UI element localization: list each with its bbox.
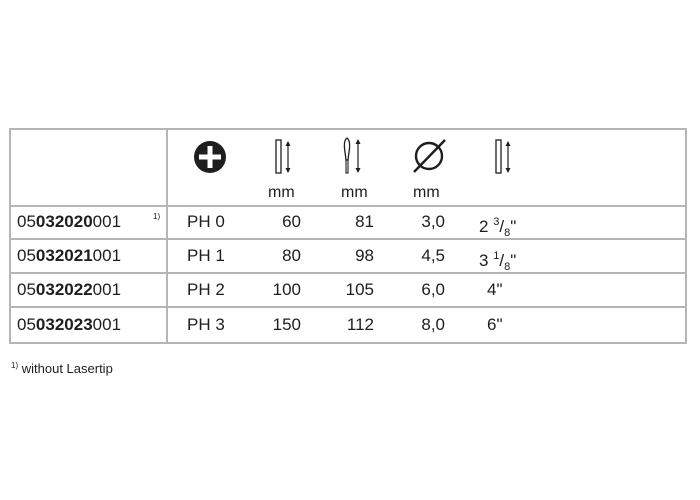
- table-header: [11, 130, 685, 206]
- total-length: 81: [355, 212, 374, 231]
- footnote-text: without Lasertip: [21, 361, 113, 376]
- total-length-icon: [341, 136, 363, 176]
- phillips-cross-icon: [193, 140, 227, 174]
- row-divider: [11, 272, 685, 274]
- length-inch: 2 $^3/_8$": [479, 216, 517, 239]
- column-divider: [166, 130, 168, 342]
- total-length: 112: [346, 315, 374, 334]
- footnote-marker: 1): [11, 361, 19, 370]
- article-number: 05032022001: [17, 280, 122, 299]
- blade-length-icon: [273, 138, 293, 176]
- diameter: 4,5: [421, 246, 445, 265]
- article-number: 05032021001: [17, 246, 122, 265]
- bit-length-icon: [493, 138, 513, 176]
- article-number: 05032023001: [17, 315, 122, 334]
- length-inch: 6": [487, 315, 503, 334]
- tip-size: PH 3: [187, 315, 225, 334]
- diameter: 3,0: [421, 212, 445, 231]
- length-inch: 3 $^1/_8$": [479, 250, 517, 273]
- blade-length: 80: [282, 246, 301, 265]
- blade-length: 150: [272, 315, 301, 334]
- tip-size: PH 2: [187, 280, 225, 299]
- row-divider: [11, 306, 685, 308]
- blade-length: 100: [272, 280, 301, 299]
- header-divider: [11, 205, 685, 207]
- tip-size: PH 1: [187, 246, 225, 265]
- unit-label-diameter: mm: [413, 184, 440, 201]
- diameter-icon: [410, 138, 450, 174]
- diameter: 6,0: [421, 280, 445, 299]
- article-number: 05032020001: [17, 212, 122, 231]
- total-length: 105: [345, 280, 374, 299]
- total-length: 98: [355, 246, 374, 265]
- product-table: [9, 128, 687, 344]
- row-divider: [11, 238, 685, 240]
- diameter: 8,0: [421, 315, 445, 334]
- length-inch: 4": [487, 280, 503, 299]
- tip-size: PH 0: [187, 212, 225, 231]
- footnote: [11, 358, 113, 377]
- footnote-marker: 1): [153, 212, 161, 221]
- blade-length: 60: [282, 212, 301, 231]
- unit-label-blade: mm: [268, 184, 295, 201]
- unit-label-total: mm: [341, 184, 368, 201]
